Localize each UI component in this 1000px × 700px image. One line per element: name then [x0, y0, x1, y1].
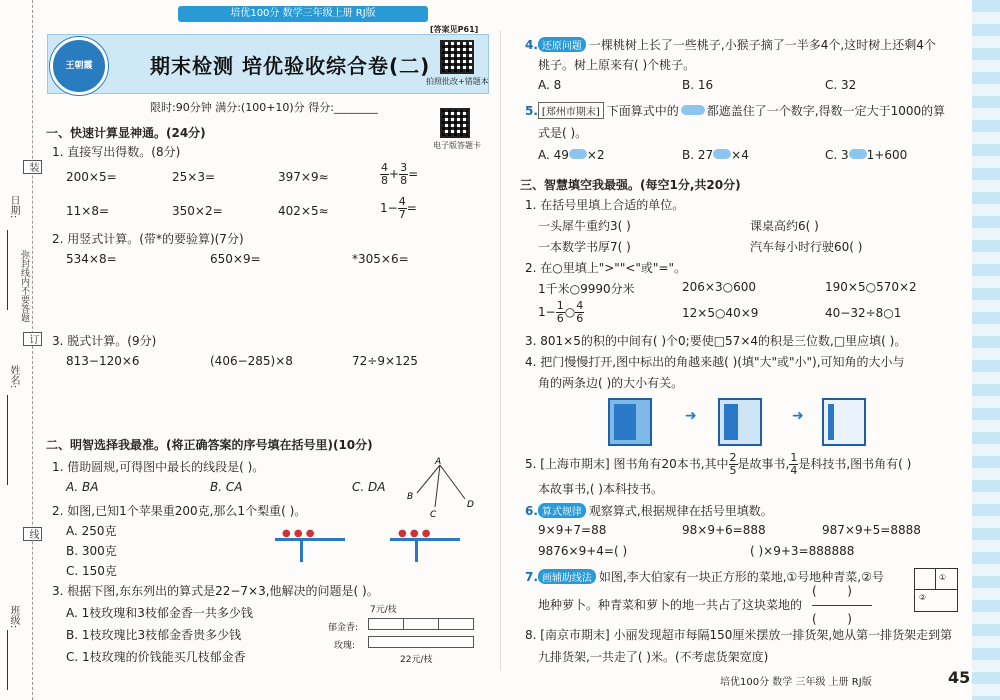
frac-den: 6	[576, 312, 584, 325]
fill-item[interactable]: 汽车每小时行驶60( )	[750, 240, 863, 254]
pattern-item[interactable]: ( )×9+3=888888	[750, 544, 855, 558]
fill-q7-line2: 地种萝卜。种青菜和萝卜的地一共占了这块菜地的	[538, 598, 803, 612]
fill-q8-line1: 8. [南京市期末] 小丽发现超市每隔150厘米摆放一排货架,她从第一排货架走到第	[525, 628, 953, 642]
qr1-caption: 拍照批改+错题本	[426, 77, 489, 86]
frac-num: 3	[400, 161, 408, 174]
arrow-right-icon: ➜	[792, 408, 804, 424]
door-open	[822, 398, 866, 446]
square-field-figure	[914, 568, 958, 612]
date-line	[7, 230, 8, 310]
calc-fraction-item: $\frac{4}{8}$ + $\frac{3}{8}$ =	[381, 161, 419, 187]
frac-den: 8	[381, 174, 388, 187]
q-text: 是故事书,	[737, 457, 790, 471]
choice-q1: 1. 借助圆规,可得图中最长的线段是( )。	[52, 460, 265, 474]
tag-badge: 算式规律	[538, 503, 586, 518]
page-number: 45	[948, 668, 971, 687]
seal-warning: 弥封线内不要答题	[19, 250, 29, 322]
compare-item[interactable]: 1千米○9990分米	[538, 282, 635, 296]
qr-code-grading[interactable]	[440, 40, 474, 74]
q-text: 5. [上海市期末] 图书角有20本书,其中	[525, 457, 729, 471]
footer-text: 培优100分 数学 三年级 上册 RJ版	[720, 677, 872, 688]
scale-post	[415, 540, 438, 562]
vertical-calc-item: 650×9=	[210, 252, 261, 266]
choice-option[interactable]: C. 3 1+600	[825, 148, 908, 162]
point-label: A	[435, 457, 442, 467]
choice-option[interactable]: B. 27 ×4	[682, 148, 749, 162]
point-label: C	[430, 510, 437, 520]
fill-q8-line2[interactable]: 九排货架,一共走了( )米。(不考虑货架宽度)	[538, 650, 769, 664]
q1-2-label: 2. 用竖式计算。(带*的要验算)(7分)	[52, 232, 244, 246]
vertical-calc-item: 534×8=	[66, 252, 117, 266]
splat-icon	[713, 149, 731, 159]
choice-option[interactable]: C. 150克	[66, 564, 117, 578]
answer-fraction-blank[interactable]: ( ) ――――― ( )	[812, 584, 872, 626]
choice-q4-line2: 桃子。树上原来有( )个桃子。	[538, 58, 696, 72]
splat-icon	[849, 149, 867, 159]
rose-label: 玫瑰:	[334, 641, 356, 651]
q-text: 是科技书,图书角有( )	[798, 457, 912, 471]
frac-num: 1	[556, 299, 564, 312]
fill-q4-line1[interactable]: 4. 把门慢慢打开,图中标出的角越来越( )(填"大"或"小"),可知角的大小与	[525, 355, 905, 369]
logo-text: 王朝霞	[65, 61, 93, 71]
answer-ref: [答案见P61]	[430, 25, 479, 34]
compare-item[interactable]: 206×3○600	[682, 280, 756, 294]
bind-mark-2: 订	[23, 332, 42, 346]
calc-item: 402×5≈	[278, 204, 329, 218]
compare-fraction-item[interactable]: 1− $\frac{1}{6}$ ○ $\frac{4}{6}$	[538, 299, 584, 325]
exam-title: 期末检测 培优验收综合卷(二)	[150, 54, 431, 78]
pattern-item: 987×9+5=8888	[822, 523, 921, 537]
choice-option[interactable]: A. 1枝玫瑰和3枝郁金香一共多少钱	[66, 606, 253, 620]
choice-option[interactable]: C. 32	[825, 78, 857, 92]
calc-fraction-item	[380, 196, 417, 221]
equals-sign: =	[408, 167, 419, 181]
tulip-bar	[438, 618, 474, 630]
bind-mark-1: 装	[23, 160, 42, 174]
plot-2-label: ②	[919, 593, 927, 602]
calc-item: 11×8=	[66, 204, 110, 218]
source-tag: [郑州市期末]	[538, 102, 604, 119]
point-label: D	[467, 500, 474, 510]
vertical-calc-item: *305×6=	[352, 252, 409, 266]
choice-option[interactable]: B. 1枝玫瑰比3枝郁金香贵多少钱	[66, 628, 242, 642]
equals-sign: =	[406, 201, 417, 215]
choice-q4: 4. 还原问题 一棵桃树上长了一些桃子,小猴子摘了一半多4个,这时树上还剩4个	[525, 38, 936, 52]
fill-q5-line2[interactable]: 本故事书,( )本科技书。	[538, 482, 663, 496]
choice-option[interactable]: A. 250克	[66, 524, 117, 538]
compare-item[interactable]: 190×5○570×2	[825, 280, 917, 294]
step-calc-item: 813−120×6	[66, 354, 140, 368]
q-line: 下面算式中的	[606, 104, 679, 118]
pattern-item[interactable]: 9876×9+4=( )	[538, 544, 628, 558]
compare-item[interactable]: 40−32÷8○1	[825, 306, 902, 320]
name-line	[7, 395, 8, 485]
frac-den: 5	[729, 464, 737, 477]
q1-1-label: 1. 直接写出得数。(8分)	[52, 145, 181, 159]
binding-line	[32, 0, 33, 700]
fill-q3[interactable]: 3. 801×5的积的中间有( )个0;要使□57×4的积是三位数,□里应填( )。	[525, 334, 907, 348]
section-2-heading: 二、明智选择我最准。(将正确答案的序号填在括号里)(10分)	[46, 438, 373, 452]
price-top-label: 7元/枝	[370, 605, 397, 615]
frac-prefix: 1−	[380, 201, 398, 215]
fill-q4-line2[interactable]: 角的两条边( )的大小有关。	[538, 376, 684, 390]
frac-num: 4	[381, 161, 388, 174]
q-text: 观察算式,根据规律在括号里填数。	[588, 504, 773, 518]
fill-q2: 2. 在○里填上">""<"或"="。	[525, 261, 687, 275]
q-line: 一棵桃树上长了一些桃子,小猴子摘了一半多4个,这时树上还剩4个	[588, 38, 936, 52]
frac-num: 1	[790, 451, 798, 464]
name-label: 姓名:	[8, 365, 19, 389]
fill-q7-line1: 7. 画辅助线法 如图,李大伯家有一块正方形的菜地,①号地种青菜,②号	[525, 570, 884, 584]
choice-option[interactable]: A. BA	[66, 480, 99, 494]
choice-option[interactable]: B. CA	[210, 480, 243, 494]
column-divider	[500, 30, 501, 670]
series-topbar: 培优100分 数学三年级上册 RJ版	[178, 6, 428, 22]
calc-item: 350×2=	[172, 204, 223, 218]
choice-q5-line2: 式是( )。	[538, 126, 588, 140]
scale-post	[300, 540, 323, 562]
splat-icon	[681, 105, 705, 115]
fill-q5-line1[interactable]	[525, 452, 911, 477]
step-calc-item: (406−285)×8	[210, 354, 293, 368]
q1-3-label: 3. 脱式计算。(9分)	[52, 334, 157, 348]
compass-segments-figure	[405, 455, 475, 520]
fruit-icon: ● ● ●	[282, 528, 315, 539]
tag-badge: 还原问题	[538, 37, 586, 52]
fill-item[interactable]: 一头犀牛重约3( )	[538, 219, 631, 233]
choice-option[interactable]: A. 8	[538, 78, 562, 92]
tulip-label: 郁金香:	[328, 623, 359, 633]
class-label: 班级:	[8, 605, 19, 629]
publisher-logo	[50, 37, 108, 95]
section-3-heading: 三、智慧填空我最强。(每空1分,共20分)	[520, 178, 741, 192]
frac-num: 4	[576, 299, 584, 312]
pattern-item: 98×9+6=888	[682, 523, 766, 537]
qr2-caption: 电子版答题卡	[433, 141, 481, 150]
q-text: 如图,李大伯家有一块正方形的菜地,①号地种青菜,②号	[598, 570, 884, 584]
exam-meta: 限时:90分钟 满分:(100+10)分 得分:________	[150, 101, 378, 114]
class-line	[7, 630, 8, 690]
qr-code-answer-sheet[interactable]	[440, 108, 470, 138]
step-calc-item: 72÷9×125	[352, 354, 418, 368]
frac-den: 6	[556, 312, 564, 325]
bind-mark-3: 线	[23, 527, 42, 541]
tulip-bar	[368, 618, 404, 630]
section-1-heading: 一、快速计算显神通。(24分)	[46, 126, 206, 140]
fruit-icon: ● ● ●	[398, 528, 431, 539]
tulip-bar	[403, 618, 439, 630]
choice-q3: 3. 根据下图,东东列出的算式是22−7×3,他解决的问题是( )。	[52, 584, 379, 598]
frac-prefix: 1−	[538, 305, 556, 319]
right-wavy-border	[972, 0, 1000, 700]
tag-badge: 画辅助线法	[538, 569, 596, 584]
calc-item: 200×5=	[66, 170, 117, 184]
fill-item[interactable]: 课桌高约6( )	[750, 219, 819, 233]
choice-option[interactable]: C. DA	[352, 480, 386, 494]
plot-1-label: ①	[939, 573, 947, 582]
compare-item[interactable]: 12×5○40×9	[682, 306, 759, 320]
frac-den: 7	[398, 208, 406, 221]
door-half-open	[718, 398, 762, 446]
choice-option[interactable]: B. 16	[682, 78, 714, 92]
door-closed	[608, 398, 652, 446]
choice-option[interactable]: A. 49 ×2	[538, 148, 605, 162]
frac-den: 4	[790, 464, 798, 477]
point-label: B	[407, 492, 414, 502]
frac-num: 2	[729, 451, 737, 464]
arrow-right-icon: ➜	[685, 408, 697, 424]
choice-option[interactable]: B. 300克	[66, 544, 117, 558]
calc-item: 25×3=	[172, 170, 216, 184]
choice-q2: 2. 如图,已知1个苹果重200克,那么1个梨重( )。	[52, 504, 307, 518]
choice-option[interactable]: C. 1枝玫瑰的价钱能买几枝郁金香	[66, 650, 246, 664]
pattern-item: 9×9+7=88	[538, 523, 607, 537]
frac-num: 4	[398, 195, 406, 208]
q-line: 都遮盖住了一个数字,得数一定大于1000的算	[706, 104, 946, 118]
calc-item: 397×9≈	[278, 170, 329, 184]
rose-bar	[368, 636, 474, 648]
choice-q5: 5. [郑州市期末] 下面算式中的 都遮盖住了一个数字,得数一定大于1000的算	[525, 104, 946, 118]
frac-den: 8	[400, 174, 408, 187]
splat-icon	[569, 149, 587, 159]
price-bottom-label: 22元/枝	[400, 655, 433, 665]
fill-q1: 1. 在括号里填上合适的单位。	[525, 198, 685, 212]
fill-item[interactable]: 一本数学书厚7( )	[538, 240, 631, 254]
date-label: 日期:	[8, 195, 19, 219]
fill-q6: 6. 算式规律 观察算式,根据规律在括号里填数。	[525, 504, 773, 518]
